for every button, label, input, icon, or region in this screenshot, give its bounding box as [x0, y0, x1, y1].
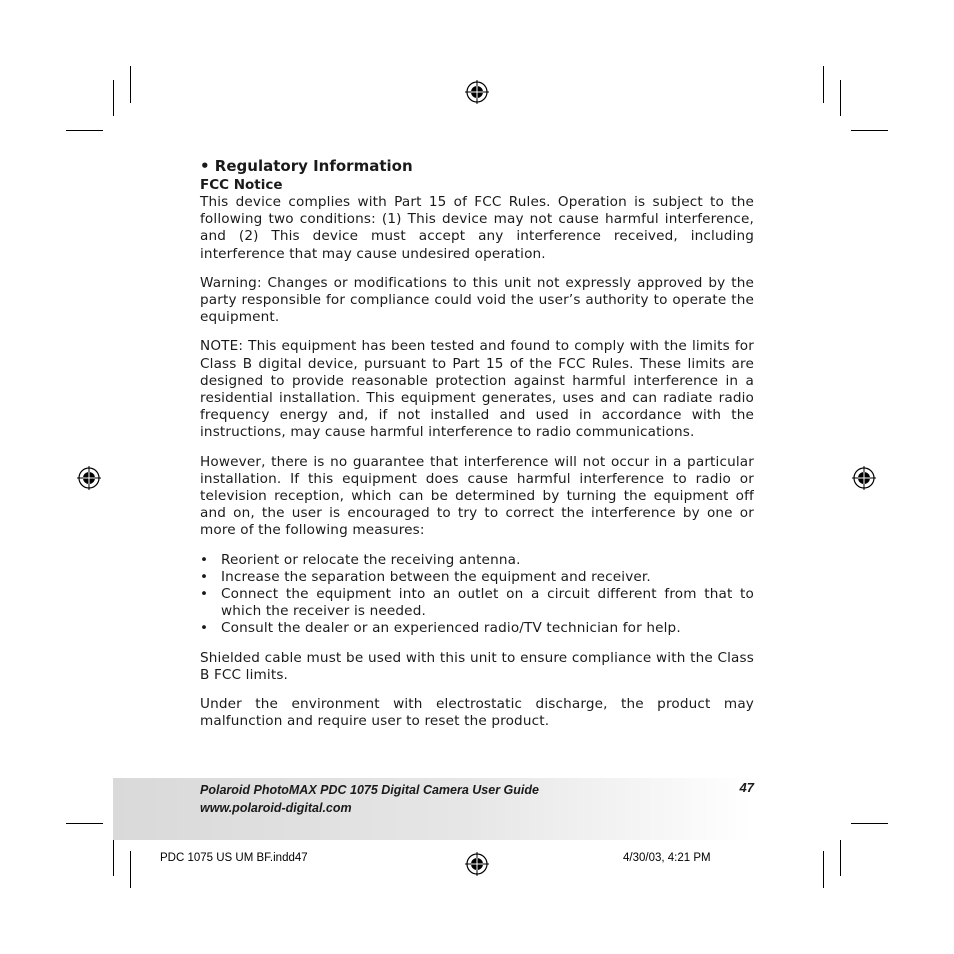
slug-timestamp: 4/30/03, 4:21 PM — [623, 852, 711, 864]
bullet-icon: • — [200, 551, 209, 568]
measures-list — [200, 552, 754, 638]
paragraph-electrostatic: Under the environment with electrostatic discharge, the product may malfunction and require user to reset the product. — [200, 696, 754, 730]
crop-mark — [66, 130, 103, 131]
crop-mark — [851, 130, 888, 131]
registration-mark-icon — [77, 466, 101, 490]
list-item — [200, 620, 754, 637]
main-content — [200, 156, 754, 742]
crop-mark — [823, 851, 824, 888]
crop-mark — [130, 66, 131, 103]
crop-mark — [840, 840, 841, 876]
bullet-icon: • — [200, 568, 209, 585]
registration-mark-icon — [465, 852, 489, 876]
slug-filename: PDC 1075 US UM BF.indd47 — [160, 852, 308, 864]
crop-mark — [840, 80, 841, 116]
footer-url: www.polaroid-digital.com — [200, 801, 352, 815]
crop-mark — [823, 66, 824, 103]
list-item-text: Reorient or relocate the receiving antenna. — [221, 551, 521, 568]
bullet-icon: • — [200, 620, 209, 637]
footer-title: Polaroid PhotoMAX PDC 1075 Digital Camera User Guide — [200, 783, 539, 797]
page-number: 47 — [739, 780, 754, 795]
list-item — [200, 586, 754, 620]
list-item-text: Increase the separation between the equipment and receiver. — [221, 568, 651, 585]
list-item — [200, 552, 754, 569]
paragraph-shielded-cable: Shielded cable must be used with this unit to ensure compliance with the Class B FCC limits. — [200, 649, 754, 683]
paragraph-compliance: This device complies with Part 15 of FCC Rules. Operation is subject to the following two conditions: (1) This device may not cause harmful interference, and (2) This device must accept any interference received, including interference that may cause undesired operation. — [200, 194, 754, 262]
list-item-text: Connect the equipment into an outlet on a circuit different from that to which the receiver is needed. — [221, 586, 754, 620]
list-item-text: Consult the dealer or an experienced radio/TV technician for help. — [221, 620, 681, 637]
paragraph-note: NOTE: This equipment has been tested and found to comply with the limits for Class B digital device, pursuant to Part 15 of the FCC Rules. These limits are designed to provide reasonable protection against harmful interference in a residential installation. This equipment generates, uses and can radiate radio frequency energy and, if not installed and used in accordance with the instructions, may cause harmful interference to radio communications. — [200, 338, 754, 441]
registration-mark-icon — [852, 466, 876, 490]
crop-mark — [113, 840, 114, 876]
crop-mark — [851, 823, 888, 824]
subheading-fcc-notice: FCC Notice — [200, 177, 283, 193]
section-heading: • Regulatory Information — [200, 157, 413, 175]
registration-mark-icon — [465, 80, 489, 104]
crop-mark — [130, 851, 131, 888]
paragraph-warning: Warning: Changes or modifications to this unit not expressly approved by the party responsible for compliance could void the user’s authority to operate the equipment. — [200, 274, 754, 326]
crop-mark — [66, 823, 103, 824]
paragraph-guarantee: However, there is no guarantee that interference will not occur in a particular installation. If this equipment does cause harmful interference to radio or television reception, which can be determined by turning the equipment off and on, the user is encouraged to try to correct the interference by one or more of the following measures: — [200, 453, 754, 539]
list-item — [200, 569, 754, 586]
crop-mark — [113, 80, 114, 116]
bullet-icon: • — [200, 586, 209, 603]
